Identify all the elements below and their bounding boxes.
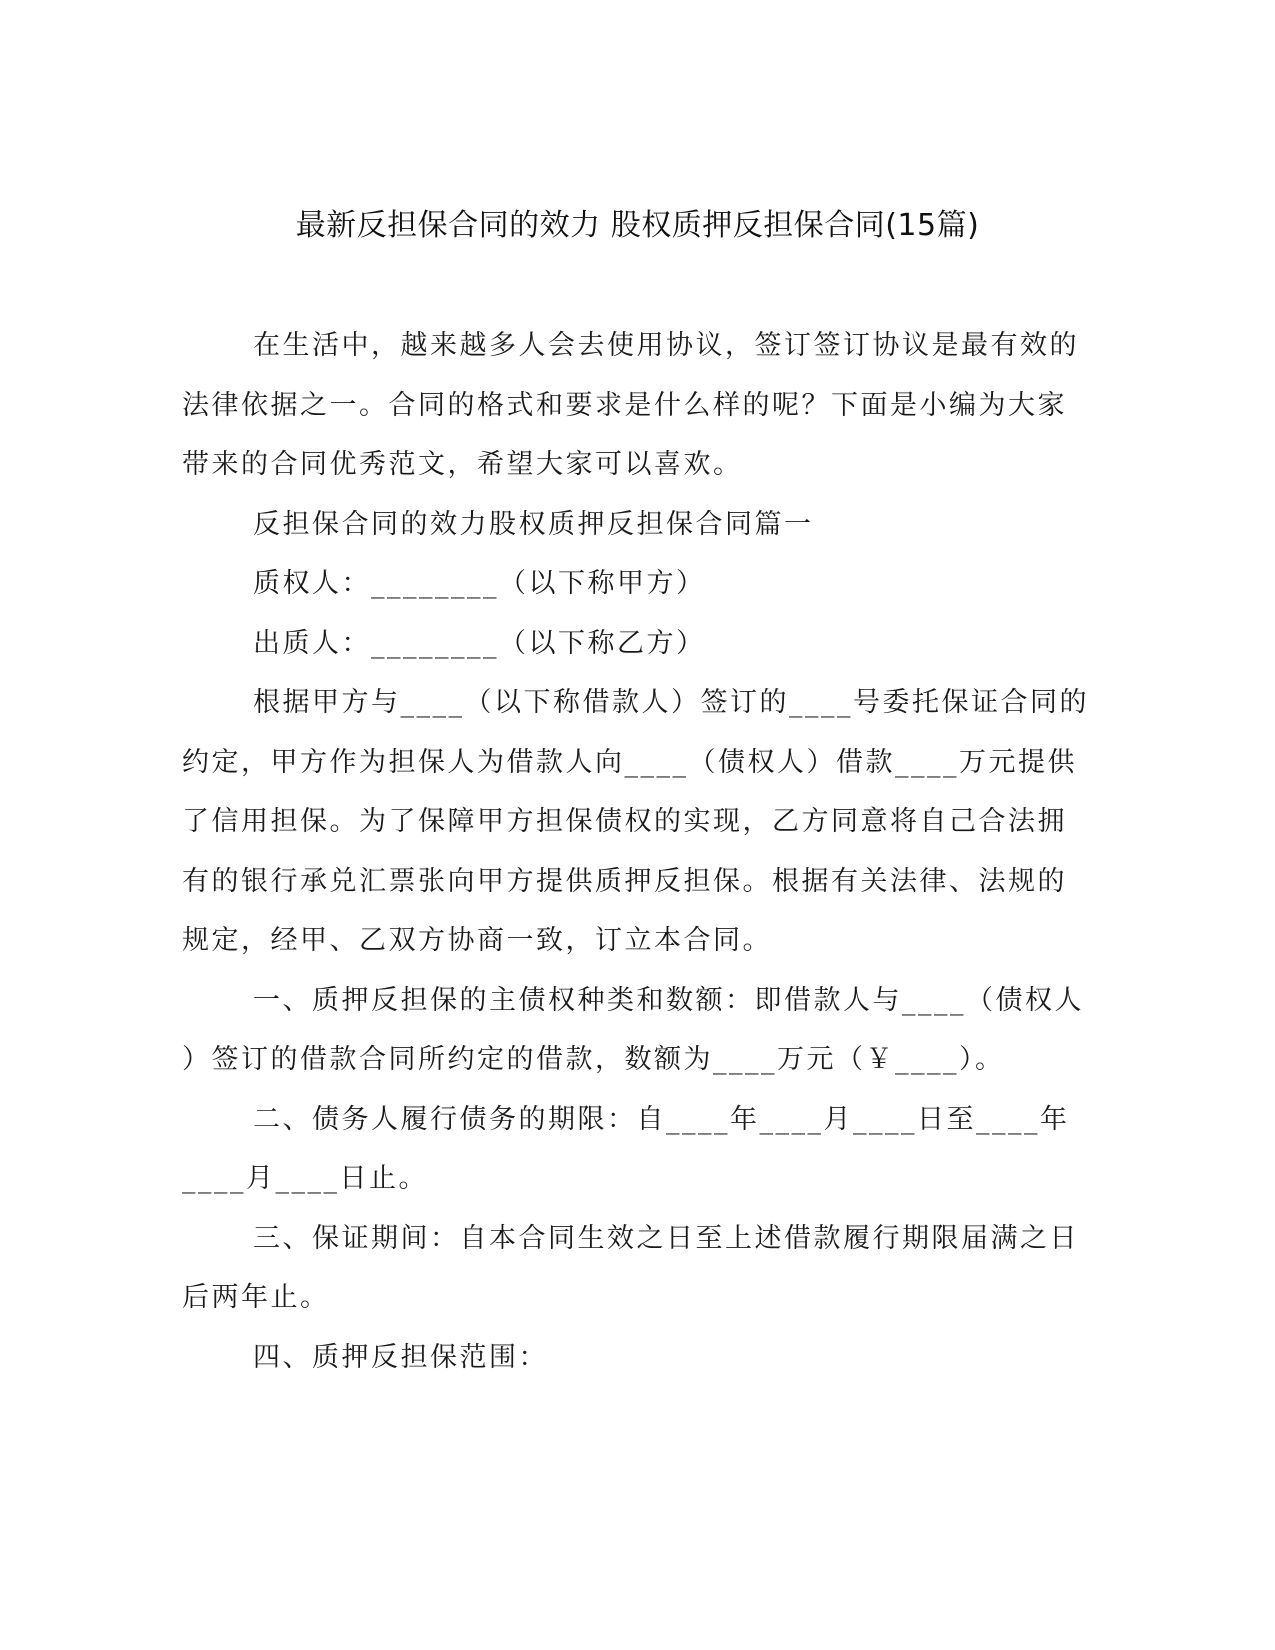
clause-3-line-1: 三、保证期间：自本合同生效之日至上述借款履行期限届满之日 <box>253 1222 1079 1254</box>
intro-line-3: 带来的合同优秀范文，希望大家可以喜欢。 <box>182 449 743 480</box>
clause-3-line-2: 后两年止。 <box>182 1282 330 1313</box>
clause-1-line-1: 一、质押反担保的主债权种类和数额：即借款人与____（债权人 <box>253 984 1084 1016</box>
pledgor-line: 出质人：________（以下称乙方） <box>253 627 706 659</box>
pledgee-line: 质权人：________（以下称甲方） <box>253 568 706 599</box>
basis-line-2: 约定，甲方作为担保人为借款人向____（债权人）借款____万元提供 <box>182 746 1077 778</box>
intro-line-1: 在生活中，越来越多人会去使用协议，签订签订协议是最有效的 <box>253 330 1079 361</box>
clause-1-line-2: ）签订的借款合同所约定的借款，数额为____万元（￥____）。 <box>182 1044 1005 1075</box>
clause-4-heading: 四、质押反担保范围： <box>253 1341 548 1373</box>
intro-line-2: 法律依据之一。合同的格式和要求是什么样的呢？下面是小编为大家 <box>182 389 1067 421</box>
document-body <box>182 316 1089 1387</box>
document-title: 最新反担保合同的效力 股权质押反担保合同(15篇) <box>295 208 980 243</box>
basis-line-3: 了信用担保。为了保障甲方担保债权的实现，乙方同意将自己合法拥 <box>182 806 1067 837</box>
section-heading: 反担保合同的效力股权质押反担保合同篇一 <box>253 508 814 540</box>
basis-line-4: 有的银行承兑汇票张向甲方提供质押反担保。根据有关法律、法规的 <box>182 865 1067 897</box>
clause-2-line-2: ____月____日止。 <box>182 1163 428 1194</box>
clause-2-line-1: 二、债务人履行债务的期限：自____年____月____日至____年 <box>253 1103 1070 1135</box>
basis-line-5: 规定，经甲、乙双方协商一致，订立本合同。 <box>182 925 772 956</box>
basis-line-1: 根据甲方与____（以下称借款人）签订的____号委托保证合同的 <box>253 687 1089 718</box>
